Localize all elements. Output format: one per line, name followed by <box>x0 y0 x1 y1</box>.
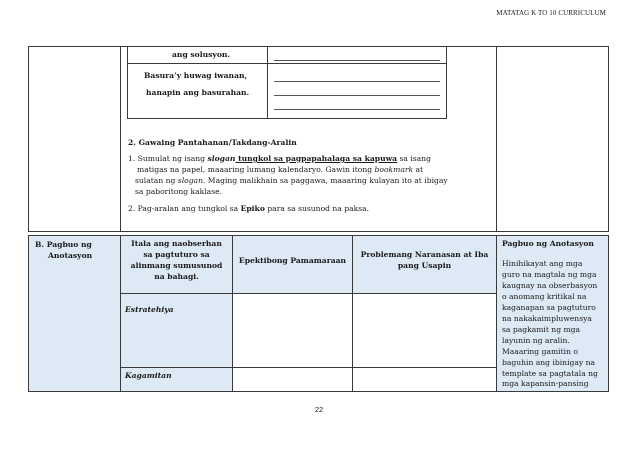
col-header-itala-2: sa pagtuturo sa <box>143 250 210 259</box>
col-header-epektibong-pamamaraan: Epektibong Pamamaraan <box>238 256 347 265</box>
poem-line-solusyon: ang solusyon. <box>172 50 231 59</box>
section-title-gawaing-pantahanan: 2. Gawaing Pantahanan/Takdang-Aralin <box>128 138 297 147</box>
section-label-line2: Anotasyon <box>48 251 93 260</box>
col-header-problema-2: pang Usapin <box>397 261 452 270</box>
item1-line3: sulatan ng slogan. Maging malikhain sa paggawa, maaaring kulayan ito at ibigay <box>135 176 448 185</box>
answer-line <box>274 81 440 82</box>
item2-line: 2. Pag-aralan ang tungkol sa Epiko para sa susunod na paksa. <box>128 204 370 213</box>
item1-line2: matigas na papel, maaaring lumang kalendaryo. Gawin itong bookmark at <box>137 165 424 174</box>
row-label-estratehiya: Estratehiya <box>125 305 174 314</box>
col-header-itala-3: alinmang sumusunod <box>130 261 223 270</box>
col-header-problema-1: Problemang Naranasan at Iba <box>360 250 489 259</box>
answer-line <box>274 109 440 110</box>
poem-line-basurahan: hanapin ang basurahan. <box>146 88 250 97</box>
answer-line <box>274 60 440 61</box>
item1-line1: 1. Sumulat ng isang slogan tungkol sa pagpapahalaga sa kapuwa sa isang <box>128 154 431 163</box>
page-number: 22 <box>314 405 324 414</box>
col-header-itala-4: na bahagi. <box>154 272 199 281</box>
row-label-kagamitan: Kagamitan <box>125 371 172 380</box>
poem-line-basura: Basura’y huwag iwanan, <box>144 71 248 80</box>
item1-line4: sa paboritong kaklase. <box>135 187 222 196</box>
answer-line <box>274 95 440 96</box>
section-label-line1: B. Pagbuo ng <box>35 240 92 249</box>
col-header-itala-1: Itala ang naobserhan <box>131 239 222 248</box>
annotation-title: Pagbuo ng Anotasyon <box>502 239 594 248</box>
curriculum-header: MATATAG K TO 10 CURRICULUM <box>496 9 606 17</box>
